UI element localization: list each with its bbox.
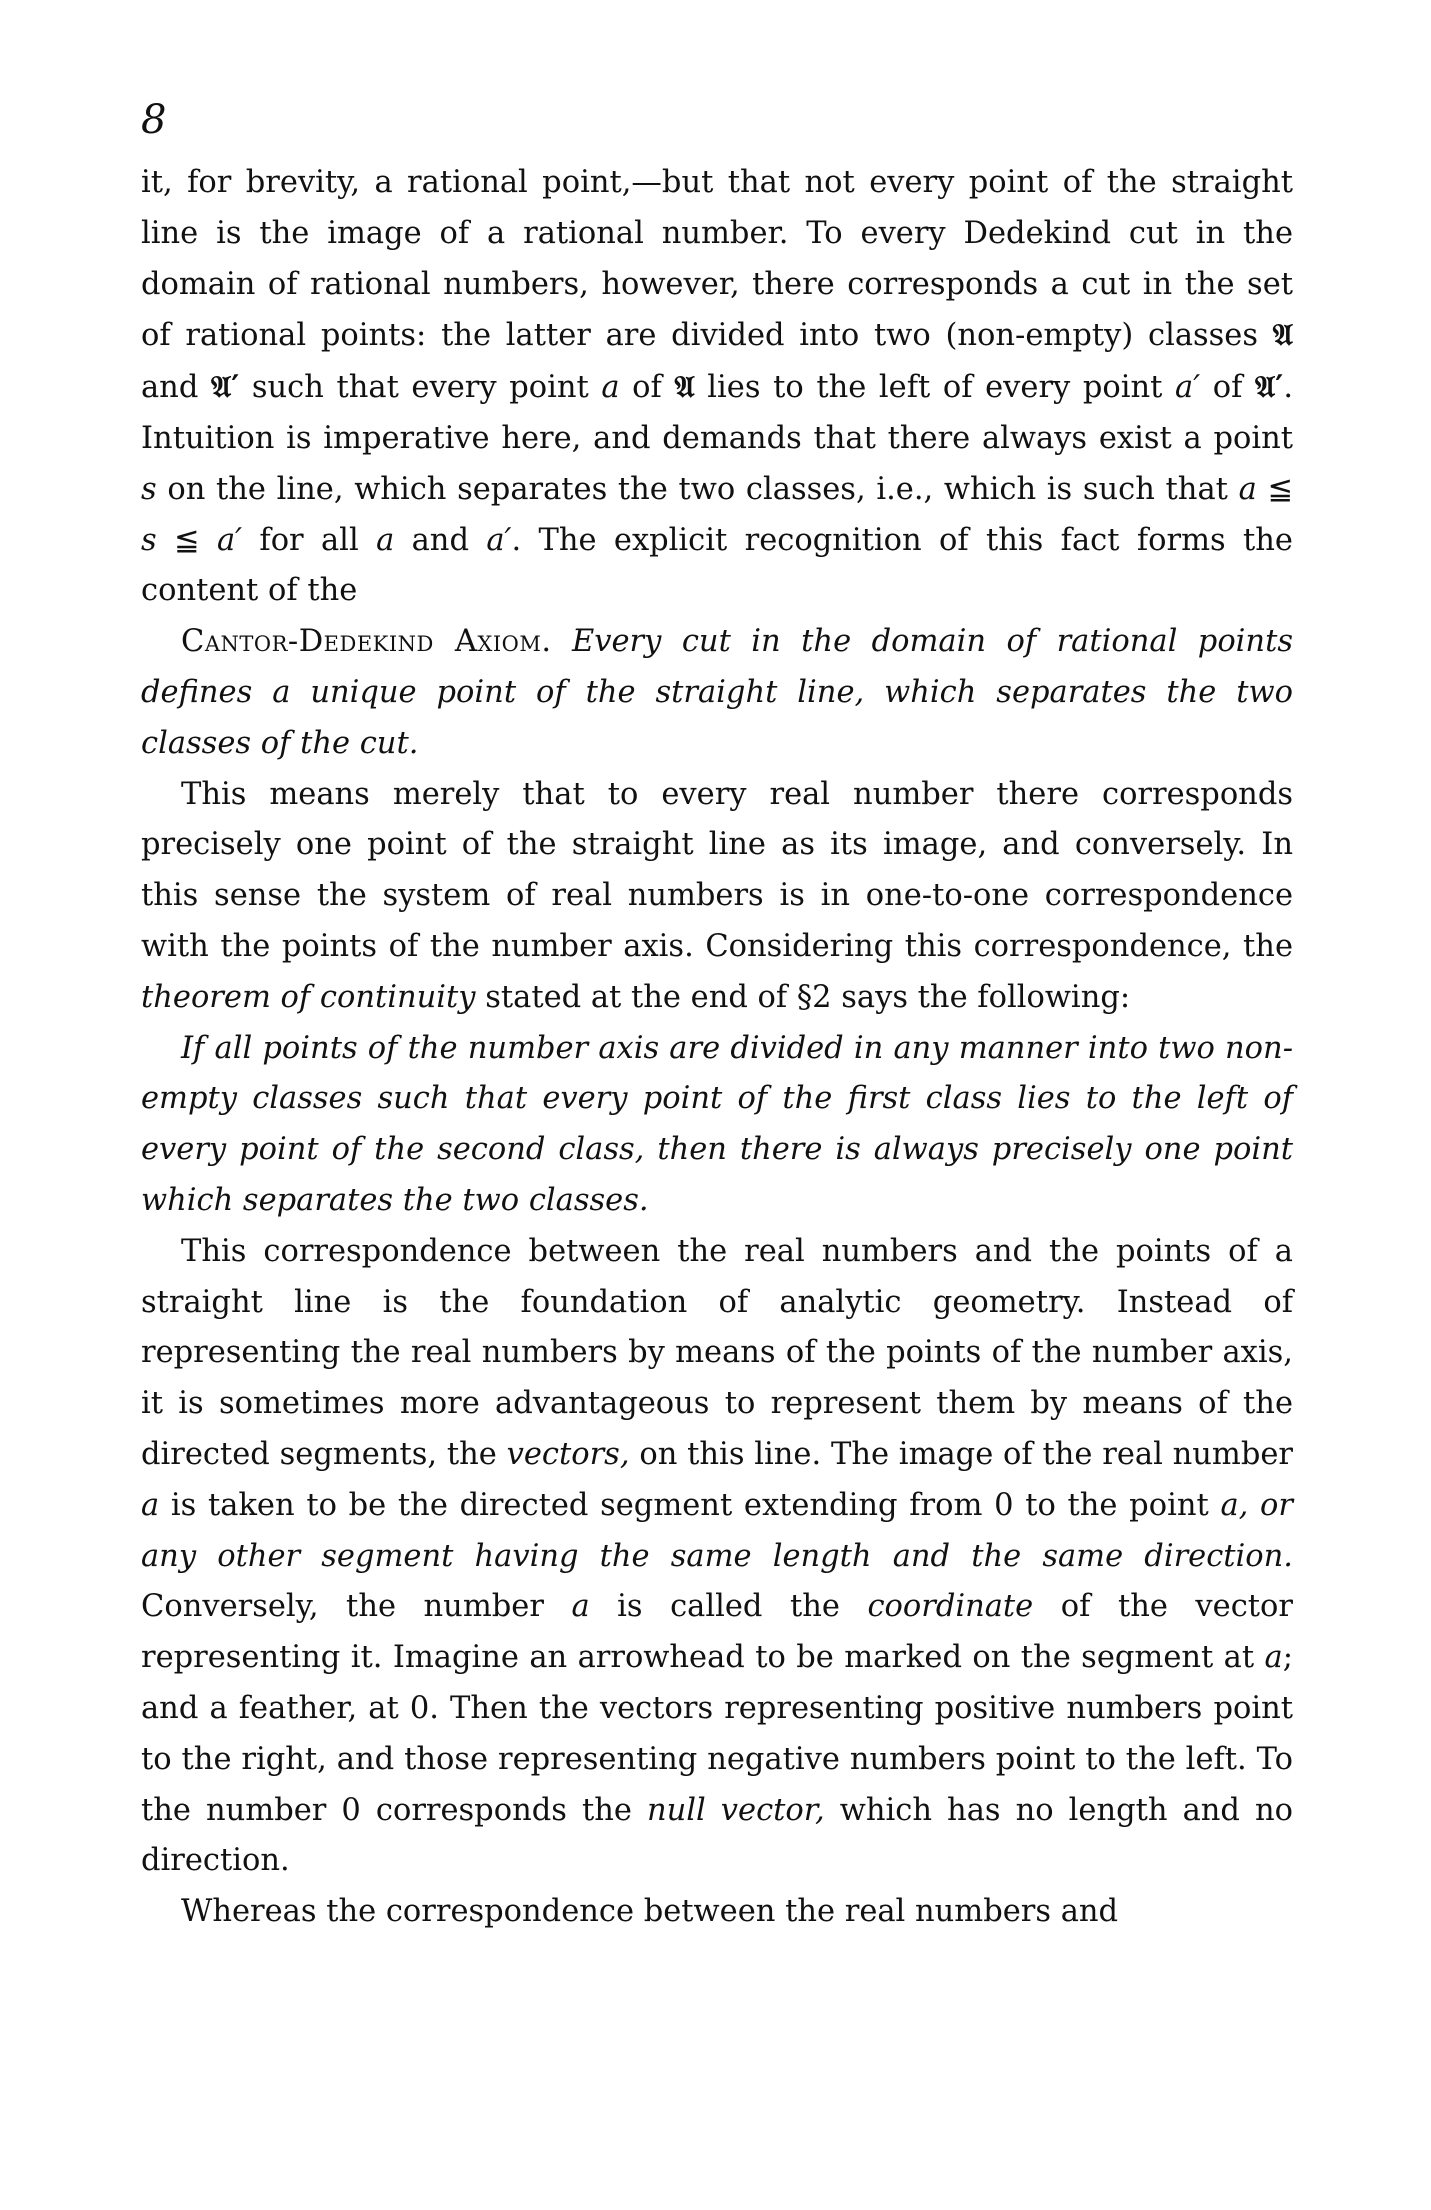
italic-text: s bbox=[141, 522, 157, 558]
paragraph-correspondence bbox=[141, 770, 1293, 1024]
text-run: and bbox=[394, 522, 487, 558]
italic-text: a′ bbox=[486, 522, 512, 558]
text-run: ; and a feather, at 0. Then the vectors representing positive numbers point to the right, and those representing negative numbers point to the left. To the number 0 corresponds the bbox=[141, 1640, 1293, 1828]
text-run: ≦ bbox=[156, 522, 217, 558]
italic-text: If all points of the number axis are divided in any manner into two non-empty classes such that every point of the first class lies to the left of every point of the second class, then there is always precisely one point which separates the two classes. bbox=[141, 1030, 1293, 1218]
italic-text: theorem of continuity bbox=[141, 979, 476, 1015]
body-text bbox=[141, 158, 1293, 1938]
text-run: of bbox=[619, 370, 675, 406]
italic-text: a′ bbox=[216, 522, 243, 558]
italic-text: null vector, bbox=[646, 1792, 825, 1828]
italic-text: a bbox=[141, 1487, 160, 1523]
text-run: and bbox=[141, 370, 211, 406]
text-run: lies to the left of every point bbox=[694, 370, 1176, 406]
class-symbol: 𝔄 bbox=[674, 369, 695, 406]
paragraph-closing-fragment bbox=[141, 1887, 1293, 1938]
italic-text: a bbox=[376, 522, 395, 558]
italic-text: coordinate bbox=[867, 1589, 1034, 1625]
italic-text: Every cut in the domain of rational points defines a unique point of the straight line, which separates the two classes of the cut. bbox=[141, 624, 1293, 761]
paragraph-continuity-theorem bbox=[141, 1024, 1293, 1227]
axiom-heading: Cantor-Dedekind Axiom. bbox=[181, 624, 552, 660]
paragraph-vectors bbox=[141, 1227, 1293, 1887]
text-run: is taken to be the directed segment extending from 0 to the point bbox=[159, 1487, 1221, 1523]
italic-text: a bbox=[601, 370, 620, 406]
italic-text: a bbox=[1238, 471, 1257, 507]
text-run: . The explicit recognition of this fact forms the content of the bbox=[141, 522, 1293, 609]
text-run: which has no length and no direction. bbox=[141, 1792, 1293, 1879]
text-run: of the vector representing it. Imagine an arrowhead to be marked on the segment at bbox=[141, 1589, 1293, 1676]
text-run: of bbox=[1200, 370, 1256, 406]
text-run: on the line, which separates the two classes, i.e., which is such that bbox=[156, 471, 1239, 507]
italic-text: a, bbox=[1220, 1487, 1249, 1523]
paragraph-axiom bbox=[141, 617, 1293, 769]
italic-text: a′ bbox=[1175, 370, 1201, 406]
class-symbol: 𝔄′ bbox=[1255, 369, 1284, 406]
text-run: on this line. The image of the real number bbox=[629, 1436, 1293, 1472]
text-run: Whereas the correspondence between the real numbers and bbox=[181, 1894, 1119, 1930]
text-run: Conversely, the number bbox=[141, 1589, 572, 1625]
text-run bbox=[1248, 1488, 1260, 1523]
text-run: This correspondence between the real numbers and the points of a straight line is the foundation of analytic geometry. Instead of representing the real numbers by means of the points of the number axis, it is sometimes more advantageous to represent them by means of the directed segments, the bbox=[141, 1233, 1293, 1472]
text-run: stated at the end of §2 says the following: bbox=[475, 979, 1131, 1015]
class-symbol: 𝔄 bbox=[1272, 317, 1293, 354]
text-run: is called the bbox=[589, 1589, 868, 1625]
italic-text: a bbox=[571, 1589, 590, 1625]
italic-text: a bbox=[1264, 1640, 1283, 1676]
page-number: 8 bbox=[141, 97, 167, 143]
text-run: . Intuition is imperative here, and demands that there always exist a point bbox=[141, 370, 1294, 456]
italic-text: or any other segment having the same length and the same direction. bbox=[141, 1487, 1293, 1574]
paragraph-continuation bbox=[141, 158, 1293, 617]
class-symbol: 𝔄′ bbox=[210, 369, 240, 406]
italic-text: vectors, bbox=[506, 1436, 630, 1472]
book-page bbox=[141, 97, 1294, 1938]
text-run bbox=[552, 624, 572, 659]
text-run: such that every point bbox=[239, 370, 602, 406]
text-run: for all bbox=[242, 522, 377, 558]
italic-text: s bbox=[141, 471, 157, 507]
text-run: it, for brevity, a rational point,—but that not every point of the straight line is the image of a rational number. To every Dedekind cut in the domain of rational numbers, however, there corresponds a cut in the set of rational points: the latter are divided into two (non-empty) classes bbox=[141, 165, 1293, 354]
text-run: This means merely that to every real number there corresponds precisely one point of the straight line as its image, and conversely. In this sense the system of real numbers is in one-to-one correspondence with the points of the number axis. Considering this correspondence, the bbox=[141, 776, 1293, 964]
text-run: ≦ bbox=[1256, 471, 1293, 507]
